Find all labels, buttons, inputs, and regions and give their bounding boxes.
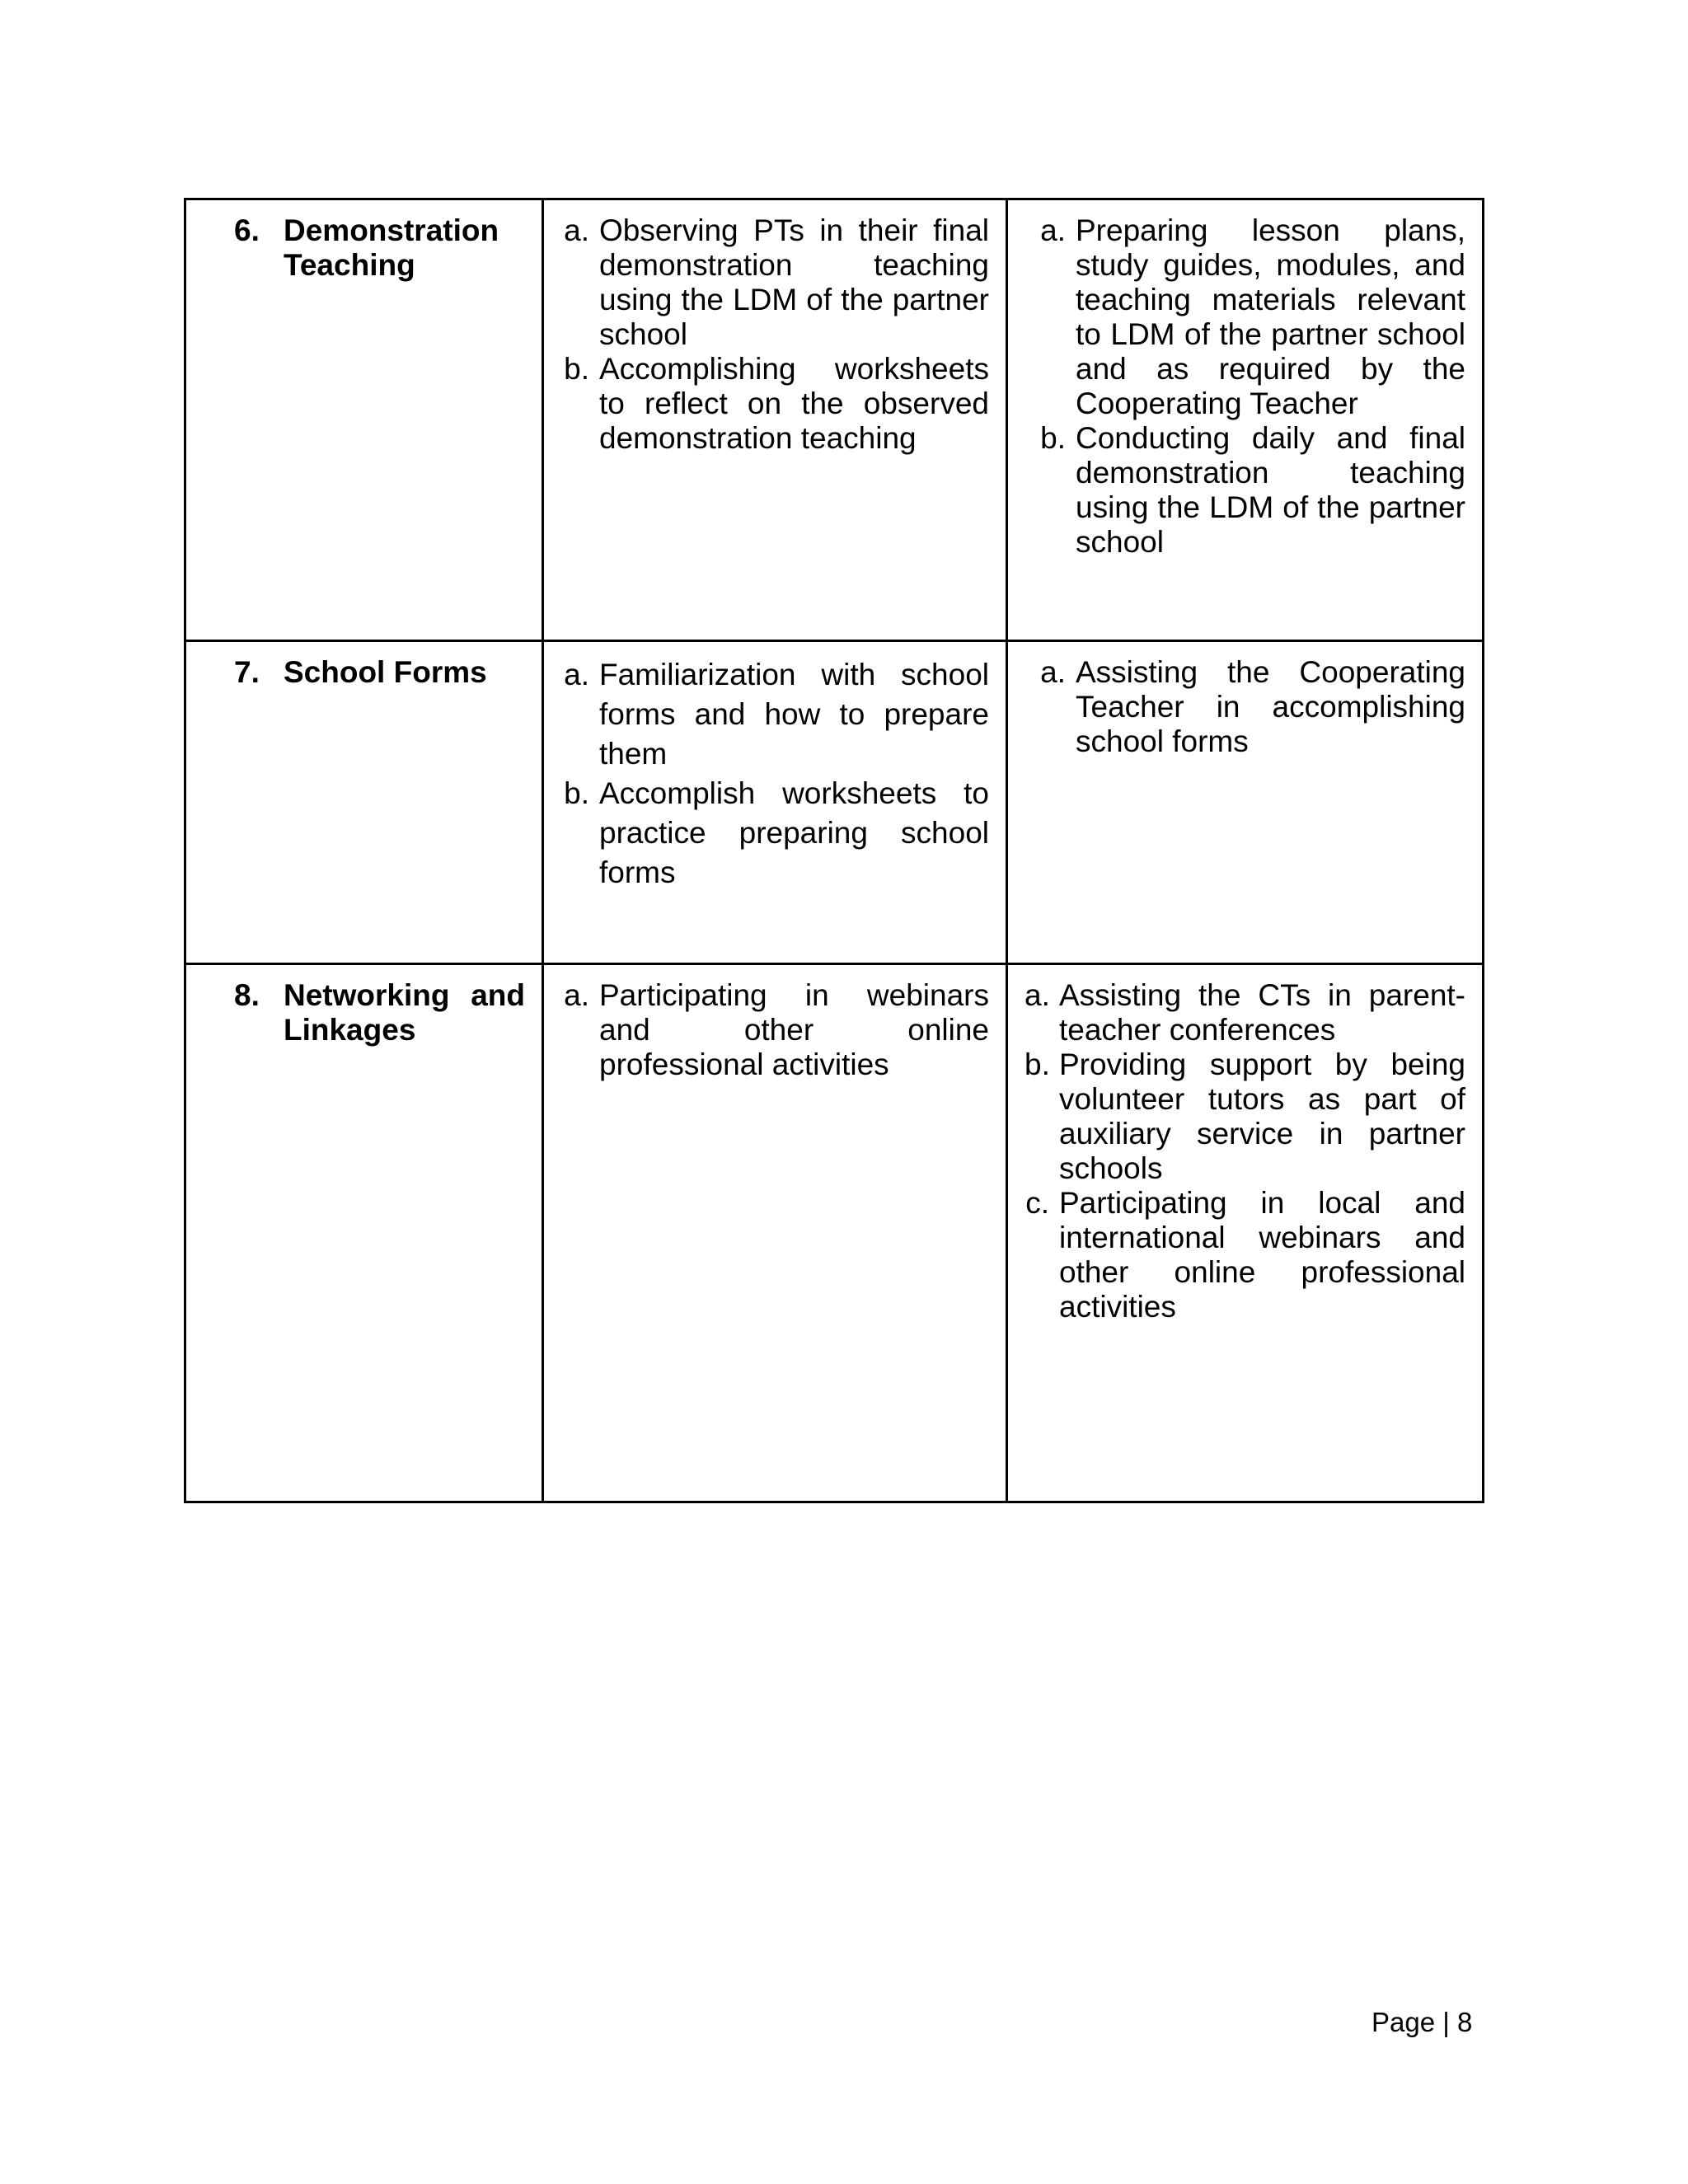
list-item bbox=[1025, 1047, 1465, 1186]
topic-cell bbox=[185, 641, 543, 964]
list-item-text: Participating in local and international webinars and other online professional activities bbox=[1059, 1186, 1465, 1324]
list-item bbox=[560, 213, 989, 352]
list-item-letter: a. bbox=[1040, 655, 1066, 689]
list-item bbox=[560, 655, 989, 774]
topic-number: 7. bbox=[234, 655, 260, 689]
page-number: Page | 8 bbox=[1372, 2007, 1473, 2037]
list-item-letter: c. bbox=[1025, 1186, 1049, 1220]
list-item-letter: b. bbox=[1040, 421, 1066, 455]
list-item-text: Accomplishing worksheets to reflect on the observed demonstration teaching bbox=[599, 352, 989, 455]
participation-activities-cell bbox=[1007, 964, 1484, 1502]
list-item-letter: a. bbox=[1040, 213, 1066, 247]
list-item-letter: a. bbox=[564, 658, 589, 691]
list-item-letter: a. bbox=[564, 978, 589, 1012]
topic-cell bbox=[185, 964, 543, 1502]
list-item-letter: b. bbox=[564, 776, 589, 810]
observation-activities-cell bbox=[543, 964, 1007, 1502]
list-item-letter: a. bbox=[564, 213, 589, 247]
activities-table bbox=[184, 198, 1484, 1503]
list-item bbox=[1025, 655, 1465, 759]
topic-cell bbox=[185, 199, 543, 641]
participation-activities-cell bbox=[1007, 199, 1484, 641]
table-row bbox=[185, 964, 1484, 1502]
table-row bbox=[185, 199, 1484, 641]
list-item-text: Accomplish worksheets to practice preparing school forms bbox=[599, 776, 989, 889]
list-item bbox=[560, 978, 989, 1082]
topic-heading bbox=[203, 978, 525, 1047]
list-item bbox=[1025, 978, 1465, 1047]
list-item-text: Observing PTs in their final demonstration teaching using the LDM of the partner school bbox=[599, 213, 989, 351]
list-item-text: Participating in webinars and other online professional activities bbox=[599, 978, 989, 1081]
list-item-letter: b. bbox=[1025, 1047, 1050, 1081]
list-item bbox=[560, 774, 989, 893]
list-item-text: Assisting the Cooperating Teacher in accomplishing school forms bbox=[1076, 655, 1465, 758]
list-item-text: Assisting the CTs in parent-teacher conferences bbox=[1059, 978, 1465, 1047]
list-item-text: Preparing lesson plans, study guides, modules, and teaching materials relevant to LDM of the partner school and as required by the Cooperating Teacher bbox=[1076, 213, 1465, 420]
list-item-text: Conducting daily and final demonstration teaching using the LDM of the partner school bbox=[1076, 421, 1465, 559]
observation-activities-cell bbox=[543, 641, 1007, 964]
list-item-letter: b. bbox=[564, 352, 589, 386]
topic-title: Networking and Linkages bbox=[284, 978, 525, 1047]
participation-activities-cell bbox=[1007, 641, 1484, 964]
list-item bbox=[1025, 213, 1465, 421]
list-item bbox=[560, 352, 989, 456]
topic-number: 6. bbox=[234, 213, 260, 247]
topic-number: 8. bbox=[234, 978, 260, 1012]
list-item-letter: a. bbox=[1025, 978, 1050, 1012]
list-item-text: Providing support by being volunteer tutors as part of auxiliary service in partner schools bbox=[1059, 1047, 1465, 1185]
observation-activities-cell bbox=[543, 199, 1007, 641]
topic-title: School Forms bbox=[284, 655, 487, 689]
list-item bbox=[1025, 1186, 1465, 1324]
topic-heading bbox=[203, 213, 525, 283]
table-row bbox=[185, 641, 1484, 964]
topic-heading bbox=[203, 655, 525, 690]
list-item bbox=[1025, 421, 1465, 560]
topic-title: Demonstration Teaching bbox=[284, 213, 499, 282]
list-item-text: Familiarization with school forms and how to prepare them bbox=[599, 658, 989, 771]
